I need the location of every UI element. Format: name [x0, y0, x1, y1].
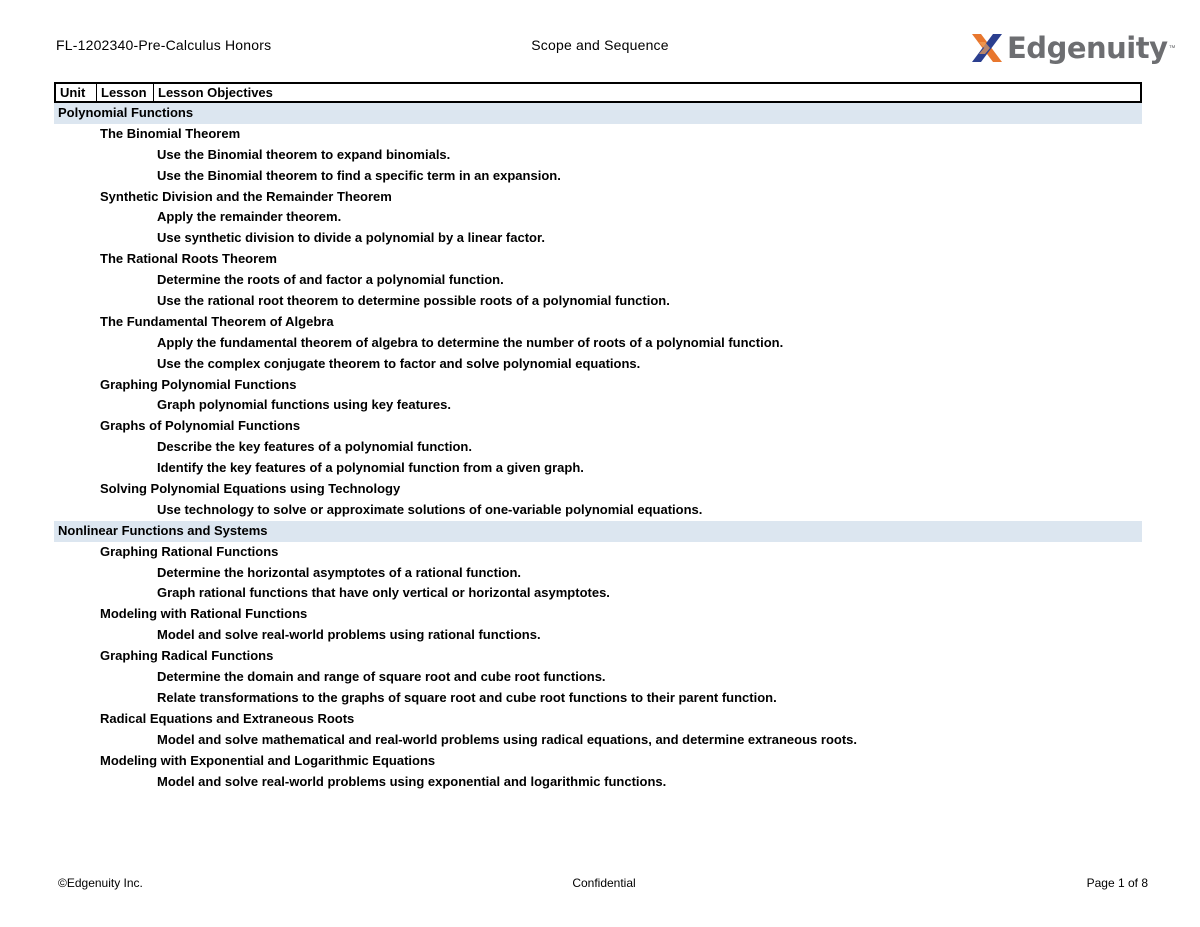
column-header-lesson: Lesson	[97, 84, 154, 101]
footer-page-number: Page 1 of 8	[1086, 876, 1148, 890]
objective-row: Relate transformations to the graphs of square root and cube root functions to their parent function.	[157, 689, 777, 705]
footer-confidential: Confidential	[572, 876, 636, 890]
objective-row: Graph rational functions that have only vertical or horizontal asymptotes.	[157, 585, 610, 601]
logo-wordmark: Edgenuity	[1007, 31, 1168, 65]
objective-row: Graph polynomial functions using key features.	[157, 397, 451, 413]
lesson-row: Graphs of Polynomial Functions	[100, 418, 301, 434]
course-title: FL-1202340-Pre-Calculus Honors	[56, 37, 272, 53]
objective-row: Use technology to solve or approximate solutions of one-variable polynomial equations.	[157, 501, 703, 517]
logo-trademark: ™	[1168, 44, 1176, 52]
lesson-row: Graphing Rational Functions	[100, 543, 279, 559]
lesson-row: Radical Equations and Extraneous Roots	[100, 710, 355, 726]
lesson-row: Synthetic Division and the Remainder Theorem	[100, 188, 392, 204]
lesson-row: The Rational Roots Theorem	[100, 251, 277, 267]
objective-row: Apply the fundamental theorem of algebra to determine the number of roots of a polynomial function.	[157, 334, 784, 350]
table-header	[54, 82, 1142, 103]
edgenuity-logo	[970, 28, 1176, 68]
objective-row: Model and solve real-world problems using exponential and logarithmic functions.	[157, 773, 667, 789]
objective-row: Identify the key features of a polynomial function from a given graph.	[157, 460, 584, 476]
objective-row: Model and solve real-world problems using rational functions.	[157, 627, 541, 643]
lesson-row: Graphing Radical Functions	[100, 648, 274, 664]
objective-row: Use the Binomial theorem to expand binomials.	[157, 146, 451, 162]
footer-copyright: ©Edgenuity Inc.	[58, 876, 143, 890]
edgenuity-x-icon	[970, 32, 1004, 64]
document-title: Scope and Sequence	[531, 37, 669, 53]
objective-row: Apply the remainder theorem.	[157, 209, 342, 225]
objective-row: Determine the roots of and factor a polynomial function.	[157, 272, 504, 288]
lesson-row: Modeling with Exponential and Logarithmic Equations	[100, 752, 436, 768]
objective-row: Model and solve mathematical and real-world problems using radical equations, and determine extraneous roots.	[157, 731, 858, 747]
unit-row: Nonlinear Functions and Systems	[54, 521, 1142, 542]
unit-row: Polynomial Functions	[54, 103, 1142, 124]
objective-row: Determine the horizontal asymptotes of a rational function.	[157, 564, 522, 580]
objective-row: Describe the key features of a polynomial function.	[157, 439, 472, 455]
objective-row: Use synthetic division to divide a polynomial by a linear factor.	[157, 230, 545, 246]
lesson-row: Graphing Polynomial Functions	[100, 376, 297, 392]
table-body	[54, 103, 1142, 792]
lesson-row: The Fundamental Theorem of Algebra	[100, 313, 334, 329]
objective-row: Use the rational root theorem to determine possible roots of a polynomial function.	[157, 293, 670, 309]
column-header-unit: Unit	[56, 84, 97, 101]
lesson-row: The Binomial Theorem	[100, 125, 241, 141]
objective-row: Use the complex conjugate theorem to factor and solve polynomial equations.	[157, 355, 641, 371]
lesson-row: Modeling with Rational Functions	[100, 606, 308, 622]
lesson-row: Solving Polynomial Equations using Technology	[100, 481, 401, 497]
objective-row: Determine the domain and range of square root and cube root functions.	[157, 669, 606, 685]
objective-row: Use the Binomial theorem to find a specific term in an expansion.	[157, 167, 561, 183]
column-header-objectives: Lesson Objectives	[158, 85, 273, 100]
scope-sequence-table	[54, 82, 1142, 792]
